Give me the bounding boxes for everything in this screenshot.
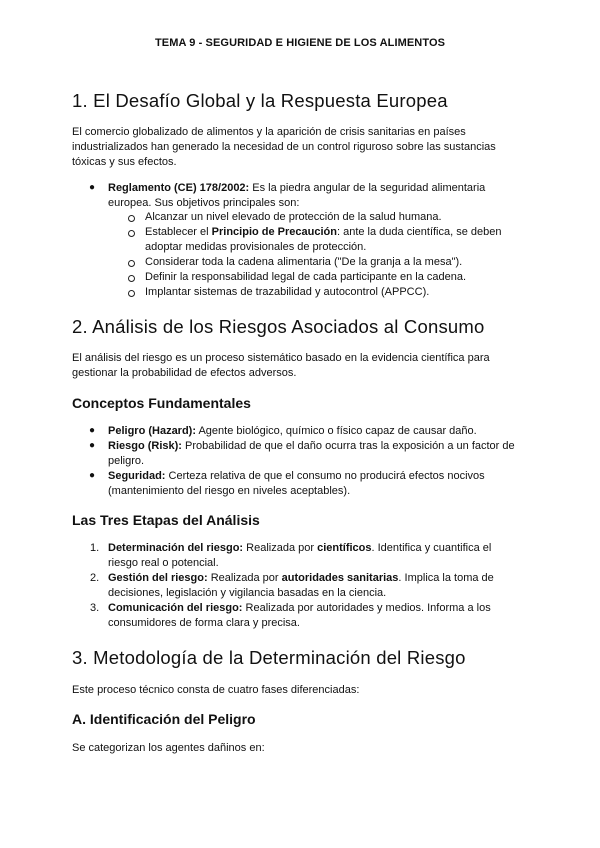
stage-2 bbox=[108, 571, 494, 586]
section-1-heading: 1. El Desafío Global y la Respuesta Europea bbox=[72, 90, 448, 111]
concept-seguridad bbox=[108, 469, 485, 484]
circle-bullet-icon bbox=[128, 275, 135, 282]
stages-heading: Las Tres Etapas del Análisis bbox=[72, 512, 260, 528]
concept-peligro bbox=[108, 424, 477, 439]
reglamento-label: Reglamento (CE) 178/2002: bbox=[108, 182, 250, 194]
objective-4: Definir la responsabilidad legal de cada participante en la cadena. bbox=[145, 271, 467, 283]
concept-peligro-text: Agente biológico, químico o físico capaz de causar daño. bbox=[196, 425, 477, 437]
objective-1: Alcanzar un nivel elevado de protección de la salud humana. bbox=[145, 211, 442, 223]
bullet-icon: ● bbox=[89, 425, 96, 436]
stage-1-pre: Realizada por bbox=[243, 542, 318, 554]
objective-2-post: : ante la duda científica, se deben bbox=[336, 226, 502, 238]
stage-1-post: . Identifica y cuantifica el bbox=[371, 542, 492, 554]
concept-seguridad-text: Certeza relativa de que el consumo no producirá efectos nocivos bbox=[165, 470, 485, 482]
circle-bullet-icon bbox=[128, 230, 135, 237]
reglamento-text-line-2: europea. Sus objetivos principales son: bbox=[108, 197, 300, 209]
stage-1-bold: científicos bbox=[317, 542, 372, 554]
concept-riesgo-label: Riesgo (Risk): bbox=[108, 440, 182, 452]
s2-intro-line-2: gestionar la probabilidad de efectos adversos. bbox=[72, 367, 297, 379]
stage-2-pre: Realizada por bbox=[207, 572, 282, 584]
concept-seguridad-line-2: (mantenimiento del riesgo en niveles aceptables). bbox=[108, 485, 351, 497]
reglamento-item bbox=[108, 181, 485, 196]
s3-intro: Este proceso técnico consta de cuatro fases diferenciadas: bbox=[72, 684, 360, 696]
document-title: TEMA 9 - SEGURIDAD E HIGIENE DE LOS ALIMENTOS bbox=[154, 37, 446, 49]
concepts-heading: Conceptos Fundamentales bbox=[72, 395, 251, 411]
stage-2-number: 2. bbox=[90, 572, 100, 584]
stage-1-line-2: riesgo real o potencial. bbox=[108, 557, 219, 569]
objective-5: Implantar sistemas de trazabilidad y autocontrol (APPCC). bbox=[145, 286, 430, 298]
objective-2 bbox=[145, 225, 502, 240]
bullet-icon: ● bbox=[89, 440, 96, 451]
concept-peligro-label: Peligro (Hazard): bbox=[108, 425, 197, 437]
stage-3-text: Realizada por autoridades y medios. Informa a los bbox=[242, 602, 491, 614]
stage-2-label: Gestión del riesgo: bbox=[108, 572, 208, 584]
stage-2-bold: autoridades sanitarias bbox=[281, 572, 399, 584]
stage-3-number: 3. bbox=[90, 602, 100, 614]
stage-1 bbox=[108, 541, 491, 556]
concept-riesgo-text: Probabilidad de que el daño ocurra tras la exposición a un factor de bbox=[181, 440, 515, 452]
stage-3-line-2: consumidores de forma clara y precisa. bbox=[108, 617, 300, 629]
concept-riesgo-line-2: peligro. bbox=[108, 455, 145, 467]
stage-1-label: Determinación del riesgo: bbox=[108, 542, 244, 554]
s1-intro-line-1: El comercio globalizado de alimentos y la aparición de crisis sanitarias en países bbox=[72, 126, 466, 138]
s2-intro-line-1: El análisis del riesgo es un proceso sistemático basado en la evidencia científica para bbox=[72, 352, 490, 364]
section-2-heading: 2. Análisis de los Riesgos Asociados al Consumo bbox=[72, 316, 485, 337]
reglamento-text: Es la piedra angular de la seguridad alimentaria bbox=[249, 182, 486, 194]
stage-3-label: Comunicación del riesgo: bbox=[108, 602, 243, 614]
bullet-icon: ● bbox=[89, 182, 96, 193]
stage-2-line-2: decisiones, legislación y vigilancia basadas en la ciencia. bbox=[108, 587, 387, 599]
section-3-heading: 3. Metodología de la Determinación del Riesgo bbox=[72, 647, 466, 668]
bullet-icon: ● bbox=[89, 470, 96, 481]
stage-3 bbox=[108, 601, 491, 616]
circle-bullet-icon bbox=[128, 215, 135, 222]
stage-2-post: . Implica la toma de bbox=[398, 572, 494, 584]
objective-3: Considerar toda la cadena alimentaria ("De la granja a la mesa"). bbox=[145, 256, 463, 268]
s1-intro-line-3: tóxicas y sus efectos. bbox=[72, 156, 177, 168]
objective-2-line-2: adoptar medidas provisionales de protección. bbox=[145, 241, 367, 253]
stage-1-number: 1. bbox=[90, 542, 100, 554]
s1-intro-line-2: industrializados han generado la necesidad de un control riguroso sobre las sustancias bbox=[72, 141, 496, 153]
concept-seguridad-label: Seguridad: bbox=[108, 470, 166, 482]
circle-bullet-icon bbox=[128, 290, 135, 297]
identification-intro: Se categorizan los agentes dañinos en: bbox=[72, 742, 265, 754]
circle-bullet-icon bbox=[128, 260, 135, 267]
objective-2-pre: Establecer el bbox=[145, 226, 212, 238]
objective-2-bold: Principio de Precaución bbox=[211, 226, 337, 238]
identification-heading: A. Identificación del Peligro bbox=[72, 711, 256, 727]
concept-riesgo bbox=[108, 439, 515, 454]
